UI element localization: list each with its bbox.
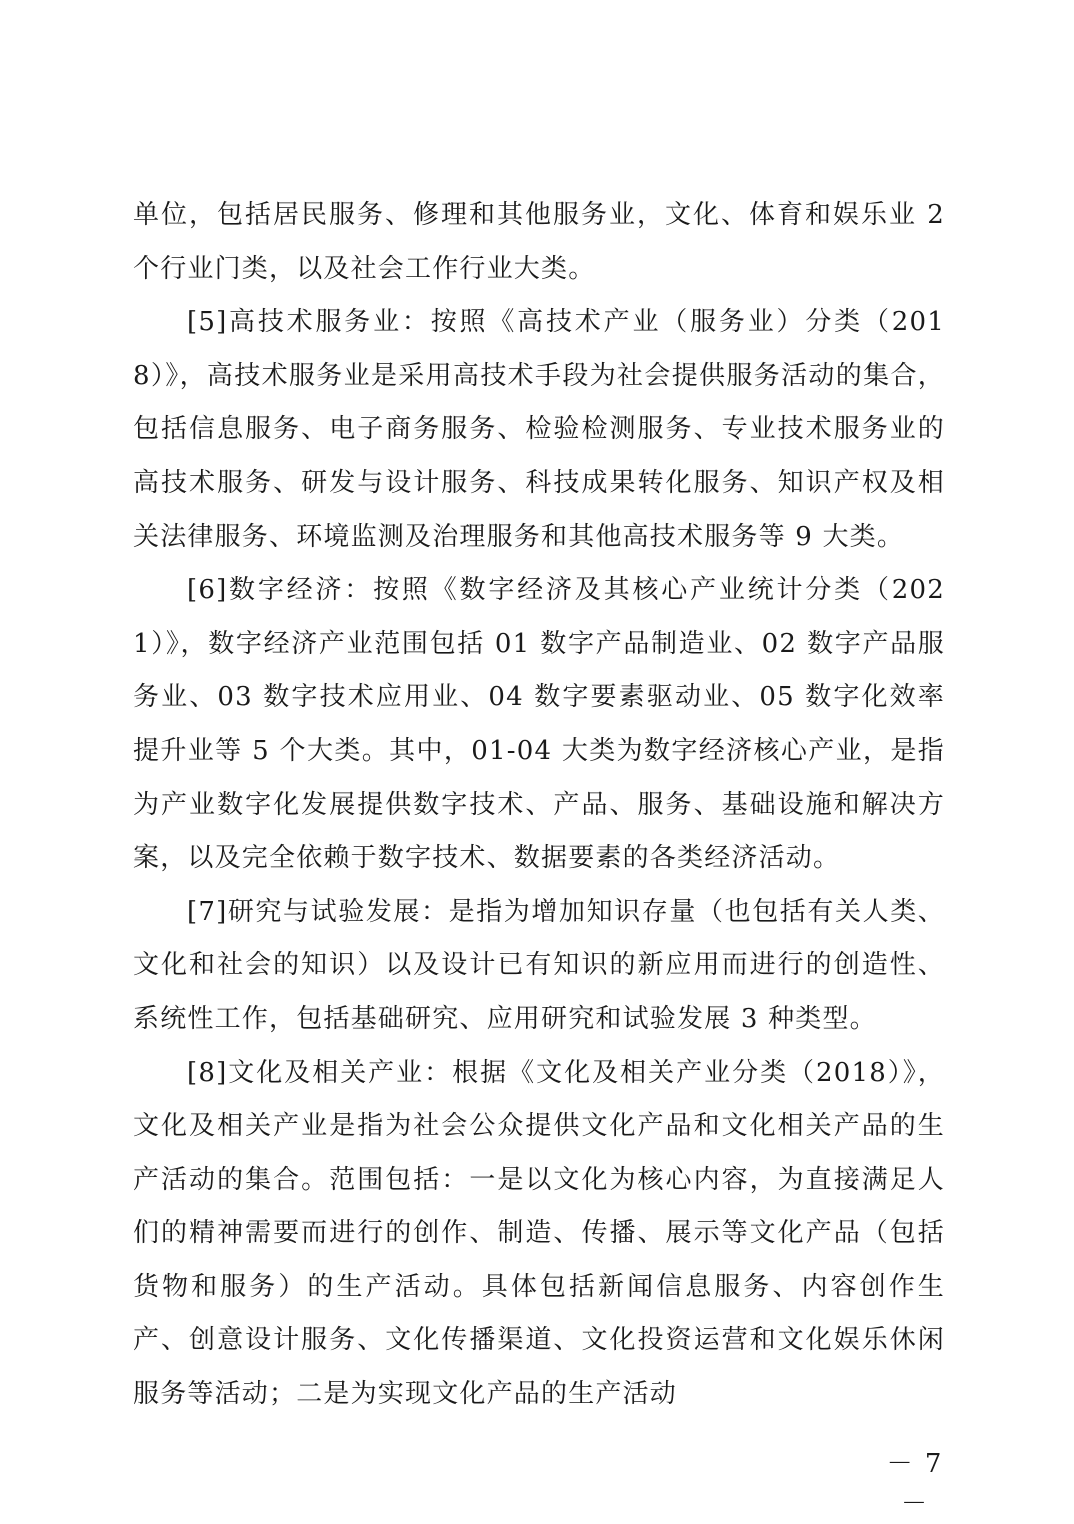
body-text bbox=[133, 189, 945, 1422]
paragraph-note-5-high-tech-services: [5]高技术服务业：按照《高技术产业（服务业）分类（2018）》，高技术服务业是采用高技术手段为社会提供服务活动的集合，包括信息服务、电子商务服务、检验检测服务、专业技术服务业的高技术服务、研发与设计服务、科技成果转化服务、知识产权及相关法律服务、环境监测及治理服务和其他高技术服务等 9 大类。 bbox=[133, 307, 945, 552]
paragraph-continuation: 单位，包括居民服务、修理和其他服务业，文化、体育和娱乐业 2 个行业门类，以及社会工作行业大类。 bbox=[133, 200, 945, 284]
paragraph-note-6-digital-economy: [6]数字经济：按照《数字经济及其核心产业统计分类（2021）》，数字经济产业范围包括 01 数字产品制造业、02 数字产品服务业、03 数字技术应用业、04 数字要素驱动业、05 数字化效率提升业等 5 个大类。其中，01-04 大类为数字经济核心产业，是指为产业数字化发展提供数字技术、产品、服务、基础设施和解决方案，以及完全依赖于数字技术、数据要素的各类经济活动。 bbox=[133, 575, 945, 874]
paragraph-note-7-research-development: [7]研究与试验发展：是指为增加知识存量（也包括有关人类、文化和社会的知识）以及设计已有知识的新应用而进行的创造性、系统性工作，包括基础研究、应用研究和试验发展 3 种类型。 bbox=[133, 896, 945, 1034]
paragraph-note-8-culture-industry: [8]文化及相关产业：根据《文化及相关产业分类（2018）》，文化及相关产业是指为社会公众提供文化产品和文化相关产品的生产活动的集合。范围包括：一是以文化为核心内容，为直接满足人们的精神需要而进行的创作、制造、传播、展示等文化产品（包括货物和服务）的生产活动。具体包括新闻信息服务、内容创作生产、创意设计服务、文化传播渠道、文化投资运营和文化娱乐休闲服务等活动；二是为实现文化产品的生产活动 bbox=[133, 1057, 945, 1410]
page-number: － 7 － bbox=[886, 1449, 944, 1519]
